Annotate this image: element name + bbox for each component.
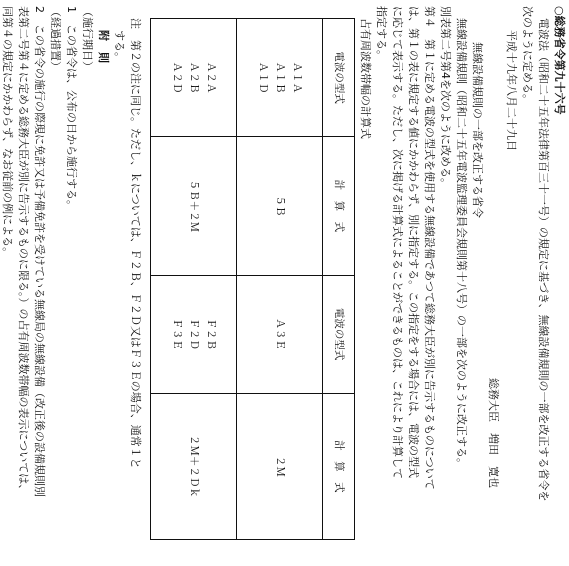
table-row (237, 19, 323, 540)
emission-type: Ａ１Ｄ (257, 61, 269, 94)
formula-cell: ２Ｍ (237, 393, 323, 539)
paragraph-line-4: 指定する。 (375, 6, 388, 61)
paragraph-line-1: 第４ 第１に定める電波の型式を使用する無線設備であつて総務大臣が別に告示するものについて (423, 6, 436, 490)
minister-signature: 総務大臣 増田 寛也 (487, 378, 500, 488)
emission-type: Ｆ２Ｂ (205, 318, 217, 350)
intro-line-2: 次のように定める。 (521, 6, 534, 105)
emission-type: Ａ１Ａ (291, 61, 303, 94)
paragraph-line-3: に応じて表示する。ただし、次に掲げる計算式によることができるものは、これにより計算して (391, 6, 404, 479)
provision-2-number: 2 (33, 6, 46, 13)
header-emission-type-right: 電波の型式 (323, 275, 355, 393)
emission-type: Ｆ３Ｅ (171, 318, 183, 350)
provision-1-title: （施行期日） (81, 6, 94, 72)
table-header-row (323, 19, 355, 540)
table-caption: 占有周波数帯幅の計算式 (359, 18, 372, 139)
header-formula-left: 計 算 式 (323, 137, 355, 275)
emission-types-cell (237, 19, 323, 137)
emission-type: Ａ２Ｄ (171, 61, 183, 94)
paragraph-line-2: は、第１の表に規定する値にかかわらず、別に指定する。この指定をする場合には、電波の型式 (407, 6, 420, 479)
table-note-line-2: する。 (113, 30, 126, 63)
emission-types-cell (237, 275, 323, 393)
ordinance-title: 無線設備規則の一部を改正する省令 (471, 42, 484, 218)
table-note-line-1: 注 第２の注に同じ。ただし、ｋについては、Ｆ２Ｂ、Ｆ２Ｄ又はＦ３Ｅの場合、通常１と (129, 18, 142, 469)
provision-2-line-3: 同第４の規定にかかわらず、なお従前の例による。 (1, 6, 14, 259)
formula-cell: ５Ｂ (237, 137, 323, 275)
provision-2-line-2: 表第二号第４に定める総務大臣が別に告示するものに限る。）の占有周波数帯幅の表示については、 (17, 6, 30, 496)
provision-2-line-1: この省令の施行の際現に免許又は予備免許を受けている無線局の無線設備（改正後の設備規則別 (33, 24, 46, 497)
bandwidth-formula-table (150, 18, 355, 540)
emission-types-cell (151, 275, 237, 393)
header-formula-right: 計 算 式 (323, 393, 355, 539)
emission-type: Ａ２Ａ (205, 61, 217, 94)
formula-cell: ２Ｍ＋２Ｄｋ (151, 393, 237, 539)
body-line-1: 別表第二号第4を次のように改める。 (439, 6, 452, 189)
supplementary-provisions-heading: 附 則 (97, 30, 110, 63)
formula-cell: ５Ｂ＋２Ｍ (151, 137, 237, 275)
provision-1-number: 1 (65, 6, 78, 13)
table-row (151, 19, 237, 540)
emission-types-cell (151, 19, 237, 137)
amendment-statement: 無線設備規則（昭和二十五年電波監理委員会規則第十八号）の一部を次のように改正する。 (455, 18, 468, 469)
provision-1-text: この省令は、公布の日から施行する。 (65, 24, 78, 211)
header-emission-type-left: 電波の型式 (323, 19, 355, 137)
emission-type: Ａ２Ｂ (188, 61, 200, 94)
emission-type: Ｆ２Ｄ (188, 318, 200, 350)
provision-2-title: （経過措置） (49, 6, 62, 72)
enactment-date: 平成十九年八月二十九日 (505, 30, 518, 151)
emission-type: Ａ１Ｂ (274, 61, 286, 94)
ordinance-heading: ○総務省令第九十六号 (553, 6, 566, 115)
emission-type: Ａ３Ｅ (274, 318, 286, 350)
intro-line-1: 電波法（昭和二十五年法律第百三十一号）の規定に基づき、無線設備規則の一部を改正する省令を (537, 18, 550, 502)
